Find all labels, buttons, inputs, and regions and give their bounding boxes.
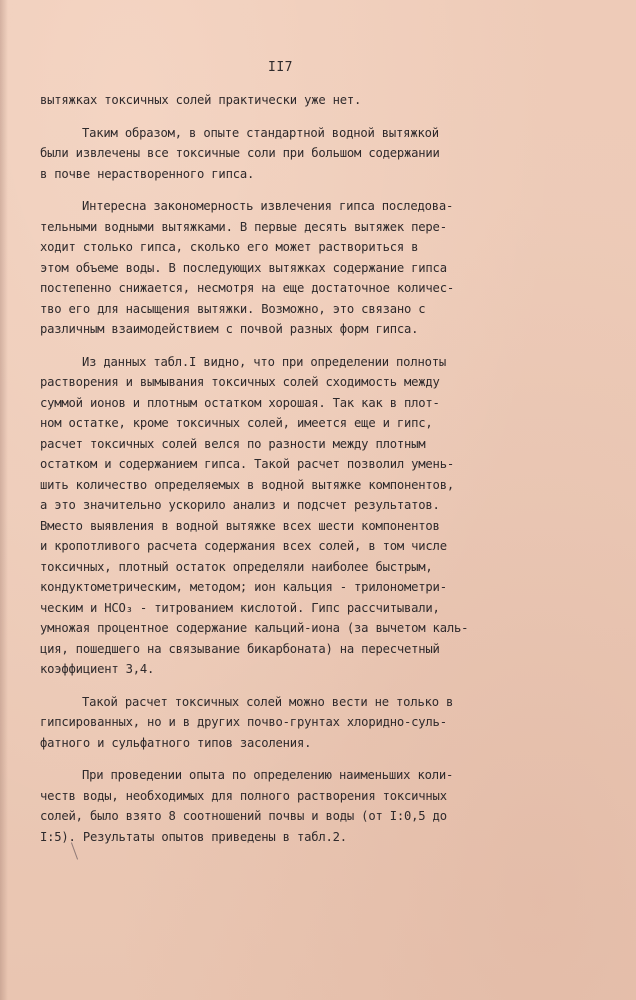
- text-line: вытяжках токсичных солей практически уже нет.: [40, 93, 362, 107]
- text-line: остатком и содержанием гипса. Такой расчет позволил умень-: [40, 457, 454, 471]
- text-line: Такой расчет токсичных солей можно вести не только в: [82, 694, 454, 709]
- text-line: были извлечены все токсичные соли при большом содержании: [40, 146, 440, 160]
- text-line: суммой ионов и плотным остатком хорошая. Так как в плот-: [40, 395, 440, 410]
- text-line: Из данных табл.I видно, что при определении полноты: [82, 354, 447, 369]
- text-line: растворения и вымывания токсичных солей сходимость между: [40, 375, 440, 389]
- text-line: I:5). Результаты опытов приведены в табл.2.: [40, 829, 347, 844]
- text-line: коэффициент 3,4.: [40, 662, 155, 676]
- text-line: в почве нерастворенного гипса.: [40, 166, 255, 181]
- text-line: фатного и сульфатного типов засоления.: [40, 735, 312, 750]
- text-line: и кропотливого расчета содержания всех солей, в том числе: [40, 539, 447, 553]
- text-line: расчет токсичных солей велся по разности между плотным: [40, 436, 426, 451]
- body-text: [40, 90, 510, 847]
- paragraph: [40, 123, 510, 185]
- paragraph: [40, 196, 510, 340]
- text-line: ном остатке, кроме токсичных солей, имеется еще и гипс,: [40, 416, 433, 430]
- paragraph: [40, 352, 510, 680]
- page-number: II7: [268, 60, 293, 75]
- text-line: умножая процентное содержание кальций-иона (за вычетом каль-: [40, 621, 469, 635]
- text-line: тво его для насыщения вытяжки. Возможно, это связано с: [40, 301, 426, 316]
- text-line: токсичных, плотный остаток определяли наиболее быстрым,: [40, 559, 433, 574]
- paragraph: [40, 765, 510, 847]
- text-line: Таким образом, в опыте стандартной водной вытяжкой: [82, 125, 439, 140]
- text-line: ческим и НСО₃ - титрованием кислотой. Гипс рассчитывали,: [40, 600, 440, 615]
- text-line: При проведении опыта по определению наименьших коли-: [82, 768, 454, 782]
- text-line: честв воды, необходимых для полного растворения токсичных: [40, 788, 447, 803]
- text-line: ходит столько гипса, сколько его может раствориться в: [40, 240, 419, 254]
- text-line: а это значительно ускорило анализ и подсчет результатов.: [40, 498, 440, 512]
- text-line: различным взаимодействием с почвой разных форм гипса.: [40, 322, 419, 336]
- text-line: Интересна закономерность извлечения гипса последова-: [82, 199, 454, 213]
- text-line: кондуктометрическим, методом; ион кальция - трилонометри-: [40, 580, 447, 594]
- text-line: этом объеме воды. В последующих вытяжках содержание гипса: [40, 260, 447, 275]
- paragraph: [40, 90, 510, 111]
- text-line: солей, было взято 8 соотношений почвы и воды (от I:0,5 до: [40, 809, 447, 823]
- text-line: ция, пошедшего на связывание бикарбоната) на пересчетный: [40, 641, 440, 656]
- text-line: тельными водными вытяжками. В первые десять вытяжек пере-: [40, 219, 447, 234]
- paragraph: [40, 692, 510, 754]
- text-line: Вместо выявления в водной вытяжке всех шести компонентов: [40, 518, 440, 533]
- text-line: гипсированных, но и в других почво-грунтах хлоридно-суль-: [40, 715, 447, 729]
- text-line: постепенно снижается, несмотря на еще достаточное количес-: [40, 281, 454, 295]
- text-line: шить количество определяемых в водной вытяжке компонентов,: [40, 477, 454, 492]
- page-edge-shadow: [0, 0, 8, 1000]
